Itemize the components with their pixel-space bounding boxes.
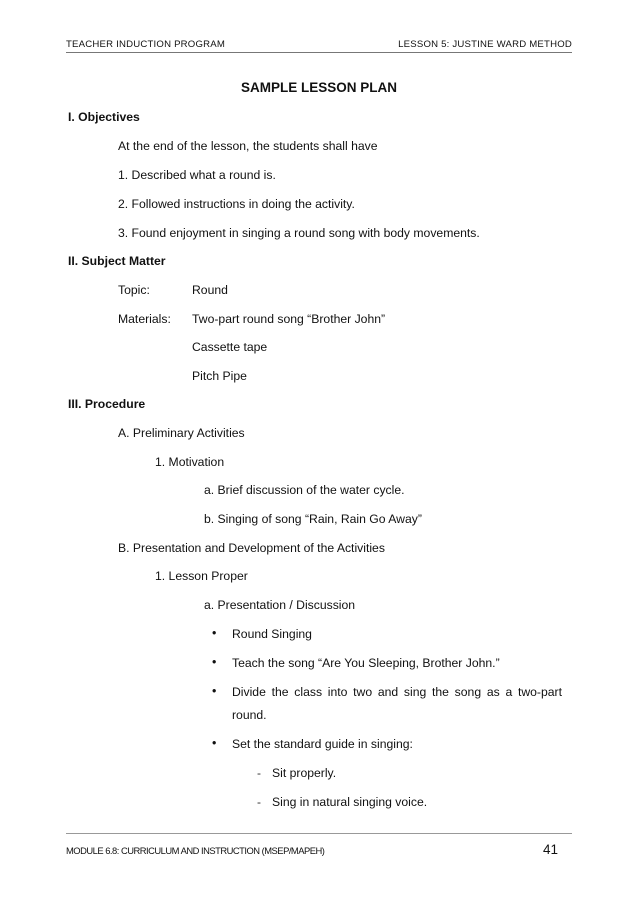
page-title: SAMPLE LESSON PLAN: [240, 80, 397, 95]
topic-value: Round: [192, 283, 228, 297]
topic-label: Topic:: [118, 283, 150, 297]
page-footer: [66, 833, 572, 858]
objectives-intro: At the end of the lesson, the students shall have: [118, 139, 378, 153]
lesson-proper-item: 1. Lesson Proper: [155, 569, 248, 583]
materials-label: Materials:: [118, 312, 171, 326]
procedure-heading: III. Procedure: [68, 397, 146, 411]
bullet-icon: •: [212, 626, 217, 640]
dash-marker: -: [257, 766, 261, 780]
bullet-icon: •: [212, 736, 217, 750]
objective-item: 3. Found enjoyment in singing a round song with body movements.: [118, 226, 480, 240]
material-item: Cassette tape: [192, 340, 268, 354]
material-item: Pitch Pipe: [192, 369, 247, 383]
motivation-subitem: b. Singing of song “Rain, Rain Go Away”: [204, 512, 422, 526]
subject-matter-heading: II. Subject Matter: [68, 254, 166, 268]
preliminary-activities: A. Preliminary Activities: [118, 426, 245, 440]
bullet-item: Set the standard guide in singing:: [232, 737, 413, 751]
footer-module: MODULE 6.8: CURRICULUM AND INSTRUCTION (MSEP/MAPEH): [66, 845, 325, 856]
bullet-icon: •: [212, 684, 217, 698]
header-program: TEACHER INDUCTION PROGRAM: [66, 39, 226, 50]
objective-item: 1. Described what a round is.: [118, 168, 276, 182]
page-header: [66, 36, 572, 53]
dash-item: Sing in natural singing voice.: [272, 795, 428, 809]
bullet-item: Teach the song “Are You Sleeping, Brother John.”: [232, 656, 500, 670]
dash-item: Sit properly.: [272, 766, 337, 780]
bullet-item: Round Singing: [232, 627, 312, 641]
bullet-item: Divide the class into two and sing the song as a two-part: [232, 685, 562, 699]
objective-item: 2. Followed instructions in doing the activity.: [118, 197, 355, 211]
page-number: 41: [542, 842, 558, 857]
presentation-discussion: a. Presentation / Discussion: [204, 598, 356, 612]
motivation-subitem: a. Brief discussion of the water cycle.: [204, 483, 405, 497]
bullet-icon: •: [212, 655, 217, 669]
header-lesson: LESSON 5: JUSTINE WARD METHOD: [398, 39, 572, 50]
objectives-heading: I. Objectives: [68, 110, 140, 124]
bullet-item-continuation: round.: [232, 708, 267, 722]
motivation-item: 1. Motivation: [155, 455, 225, 469]
dash-marker: -: [257, 795, 261, 809]
material-item: Two-part round song “Brother John”: [192, 312, 386, 326]
presentation-development: B. Presentation and Development of the Activities: [118, 541, 385, 555]
